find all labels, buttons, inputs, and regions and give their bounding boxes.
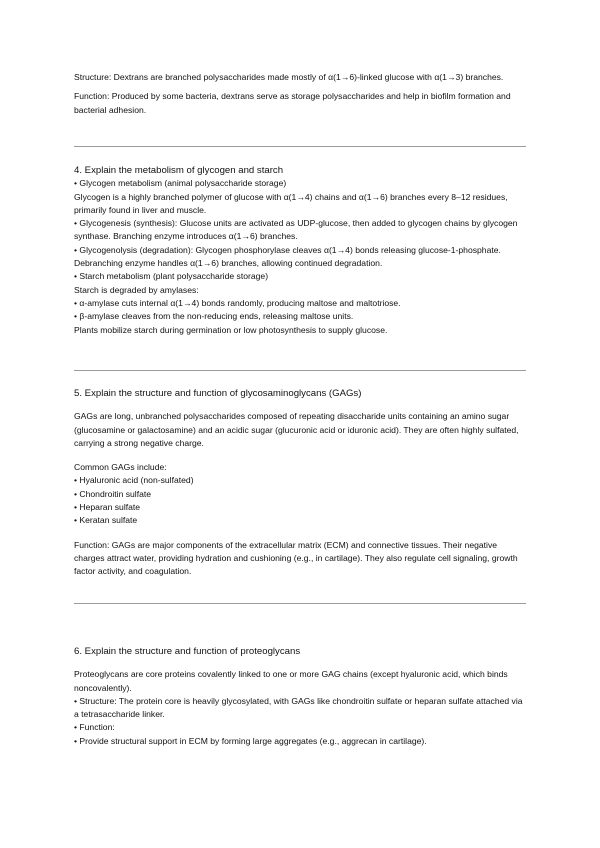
q4-line: Plants mobilize starch during germination or low photosynthesis to supply glucose. [74,324,388,335]
q4-line: Starch is degraded by amylases: [74,284,199,295]
q5-item: • Heparan sulfate [74,502,141,513]
dextran-function: Function: Produced by some bacteria, dextrans serve as storage polysaccharides and help in biofilm formation and bacterial adhesion. [74,91,511,115]
q4-section [74,164,526,337]
q5-common-label: Common GAGs include: [74,462,167,473]
q4-line: • β-amylase cleaves from the non-reducing ends, releasing maltose units. [74,311,354,322]
q5-section [74,387,526,579]
dextran-section [74,71,526,117]
q4-line: • Starch metabolism (plant polysaccharide storage) [74,271,269,282]
q5-item: • Chondroitin sulfate [74,488,152,499]
q6-line: • Function: [74,722,115,733]
q5-item: • Hyaluronic acid (non-sulfated) [74,475,194,486]
q4-line: Glycogen is a highly branched polymer of glucose with α(1→4) chains and α(1→6) branches every 8–12 residues, primarily found in liver and muscle. [74,191,508,215]
q5-heading: 5. Explain the structure and function of glycosaminoglycans (GAGs) [74,388,362,399]
q4-heading: 4. Explain the metabolism of glycogen and starch [74,165,284,176]
divider [74,603,526,604]
q6-line: • Structure: The protein core is heavily glycosylated, with GAGs like chondroitin sulfate or heparan sulfate attached via a tetrasaccharide linker. [74,695,523,720]
q6-intro: Proteoglycans are core proteins covalently linked to one or more GAG chains (except hyaluronic acid, which binds noncovalently). [74,669,508,693]
divider [74,146,526,147]
q4-line: • α-amylase cuts internal α(1→4) bonds randomly, producing maltose and maltotriose. [74,297,401,308]
q4-line: • Glycogen metabolism (animal polysaccharide storage) [74,178,287,189]
q5-function: Function: GAGs are major components of the extracellular matrix (ECM) and connective tissues. Their negative charges attract water, providing hydration and cushioning (e.g., in cartilage). They also regulate cell signaling, growth factor activity, and coagulation. [74,539,518,577]
q6-section [74,645,526,748]
q6-line: • Provide structural support in ECM by forming large aggregates (e.g., aggrecan in cartilage). [74,735,427,746]
dextran-structure: Structure: Dextrans are branched polysaccharides made mostly of α(1→6)-linked glucose with α(1→3) branches. [74,72,504,82]
q4-line: • Glycogenesis (synthesis): Glucose units are activated as UDP-glucose, then added to glycogen chains by glycogen synthase. Branching enzyme introduces α(1→6) branches. [74,218,518,242]
divider [74,370,526,371]
q4-line: • Glycogenolysis (degradation): Glycogen phosphorylase cleaves α(1→4) bonds releasing glucose-1-phosphate. Debranching enzyme handles α(1→6) branches, allowing continued degradation. [74,244,501,269]
q5-intro: GAGs are long, unbranched polysaccharides composed of repeating disaccharide units containing an amino sugar (glucosamine or galactosamine) and an acidic sugar (glucuronic acid or iduronic acid). They are often highly sulfated, carrying a strong negative charge. [74,411,519,448]
q5-item: • Keratan sulfate [74,515,138,526]
q6-heading: 6. Explain the structure and function of proteoglycans [74,646,301,657]
